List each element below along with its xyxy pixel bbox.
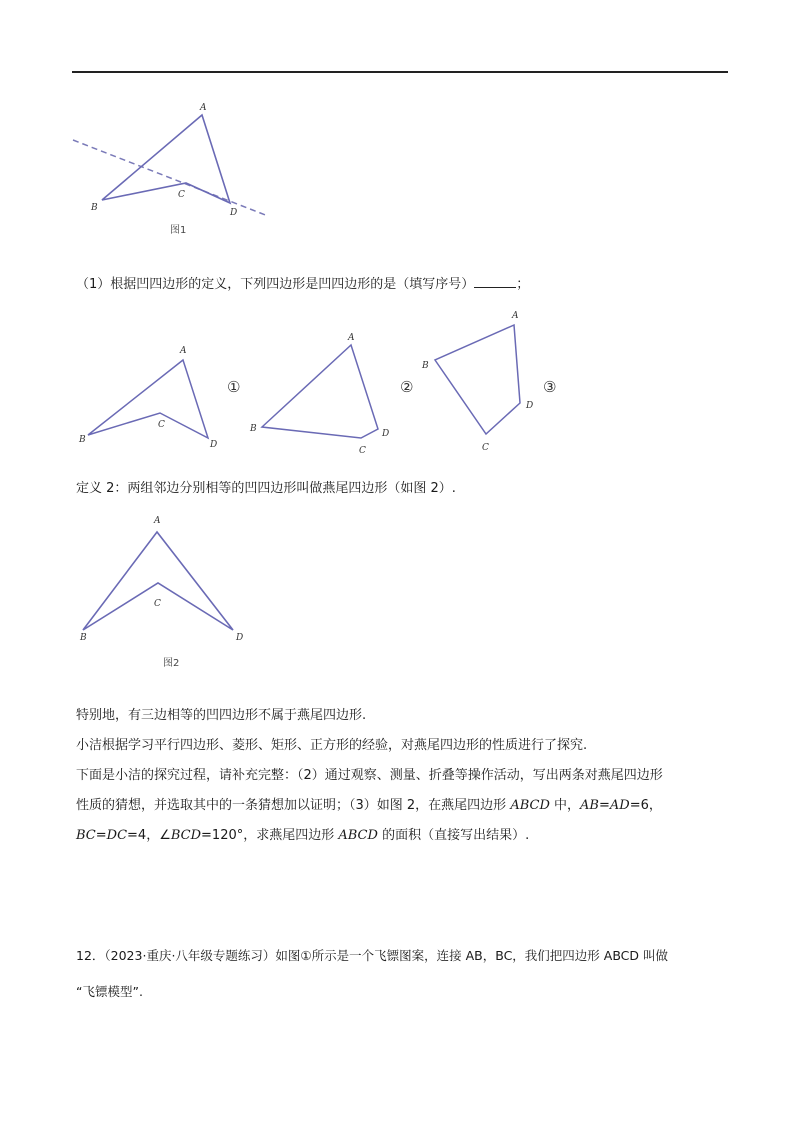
opt2-label-c: C: [359, 446, 366, 456]
last-bcd: BCD: [170, 828, 202, 843]
label-b: B: [91, 203, 98, 213]
last-text-a: =4，∠: [127, 828, 171, 843]
fig2-label-d: D: [236, 633, 244, 643]
opt3-label-a: A: [512, 311, 519, 321]
label-d: D: [230, 208, 238, 218]
opt1-label-d: D: [210, 440, 218, 450]
last-bc: BC: [76, 828, 96, 843]
text-special: 特别地，有三边相等的凹四边形不属于燕尾四边形.: [76, 708, 367, 723]
figure-1: [70, 100, 280, 240]
option-figures: [70, 305, 590, 455]
opt3-label-c: C: [482, 443, 489, 453]
opt1-label-a: A: [180, 346, 187, 356]
figure-2: [70, 510, 270, 675]
guess-abcd: ABCD: [510, 798, 550, 813]
opt3-label-b: B: [422, 361, 429, 371]
fig2-label-c: C: [154, 599, 161, 609]
option-figure-2: [249, 333, 413, 456]
dart-quadrilateral: [83, 532, 233, 630]
option-number-1: ①: [227, 378, 241, 396]
opt1-label-b: B: [79, 435, 86, 445]
answer-blank[interactable]: [474, 275, 516, 288]
figure-2-caption: 图2: [163, 658, 180, 669]
opt2-label-a: A: [348, 333, 355, 343]
fig2-label-a: A: [154, 516, 161, 526]
guess-ab: AB: [580, 798, 599, 813]
fig2-label-b: B: [80, 633, 87, 643]
definition-2: 定义 2：两组邻边分别相等的凹四边形叫做燕尾四边形（如图 2）.: [76, 481, 456, 496]
guess-ad: AD: [609, 798, 630, 813]
label-c: C: [178, 190, 185, 200]
guess-text-b: 中，: [549, 798, 581, 813]
guess-eq: =: [598, 798, 610, 813]
figure-1-caption: 图1: [170, 225, 187, 236]
opt1-label-c: C: [158, 420, 165, 430]
question-1: [76, 275, 529, 294]
option-figure-1: [78, 346, 240, 450]
label-a: A: [200, 103, 207, 113]
opt3-label-d: D: [526, 401, 534, 411]
option-number-3: ③: [543, 378, 557, 396]
last-text-c: 的面积（直接写出结果）.: [377, 828, 530, 843]
opt2-label-d: D: [382, 429, 390, 439]
question-1-text: （1）根据凹四边形的定义，下列四边形是凹四边形的是（填写序号）: [76, 277, 475, 292]
last-abcd: ABCD: [338, 828, 378, 843]
question-1-end: ；: [516, 277, 530, 292]
last-text-b: =120°，求燕尾四边形: [201, 828, 339, 843]
last-dc: DC: [106, 828, 128, 843]
text-process: 下面是小洁的探究过程，请补充完整：（2）通过观察、测量、折叠等操作活动，写出两条对燕尾四边形: [76, 768, 663, 783]
guess-val: =6，: [629, 798, 662, 813]
option-number-2: ②: [400, 378, 414, 396]
question-12-line-2: “飞镖模型”.: [76, 984, 143, 999]
dashed-line: [73, 140, 268, 216]
last-eq: =: [95, 828, 107, 843]
question-12-line-1: 12．（2023·重庆·八年级专题练习）如图①所示是一个飞镖图案，连接 AB，BC，我们把四边形 ABCD 叫做: [76, 948, 669, 963]
header-rule: [72, 71, 728, 73]
text-intro: 小洁根据学习平行四边形、菱形、矩形、正方形的经验，对燕尾四边形的性质进行了探究.: [76, 738, 588, 753]
guess-text-a: 性质的猜想，并选取其中的一条猜想加以证明；（3）如图 2，在燕尾四边形: [76, 798, 511, 813]
option-figure-3: [421, 311, 556, 453]
text-guess: [76, 797, 662, 815]
text-last: [76, 827, 529, 845]
opt2-label-b: B: [250, 424, 257, 434]
